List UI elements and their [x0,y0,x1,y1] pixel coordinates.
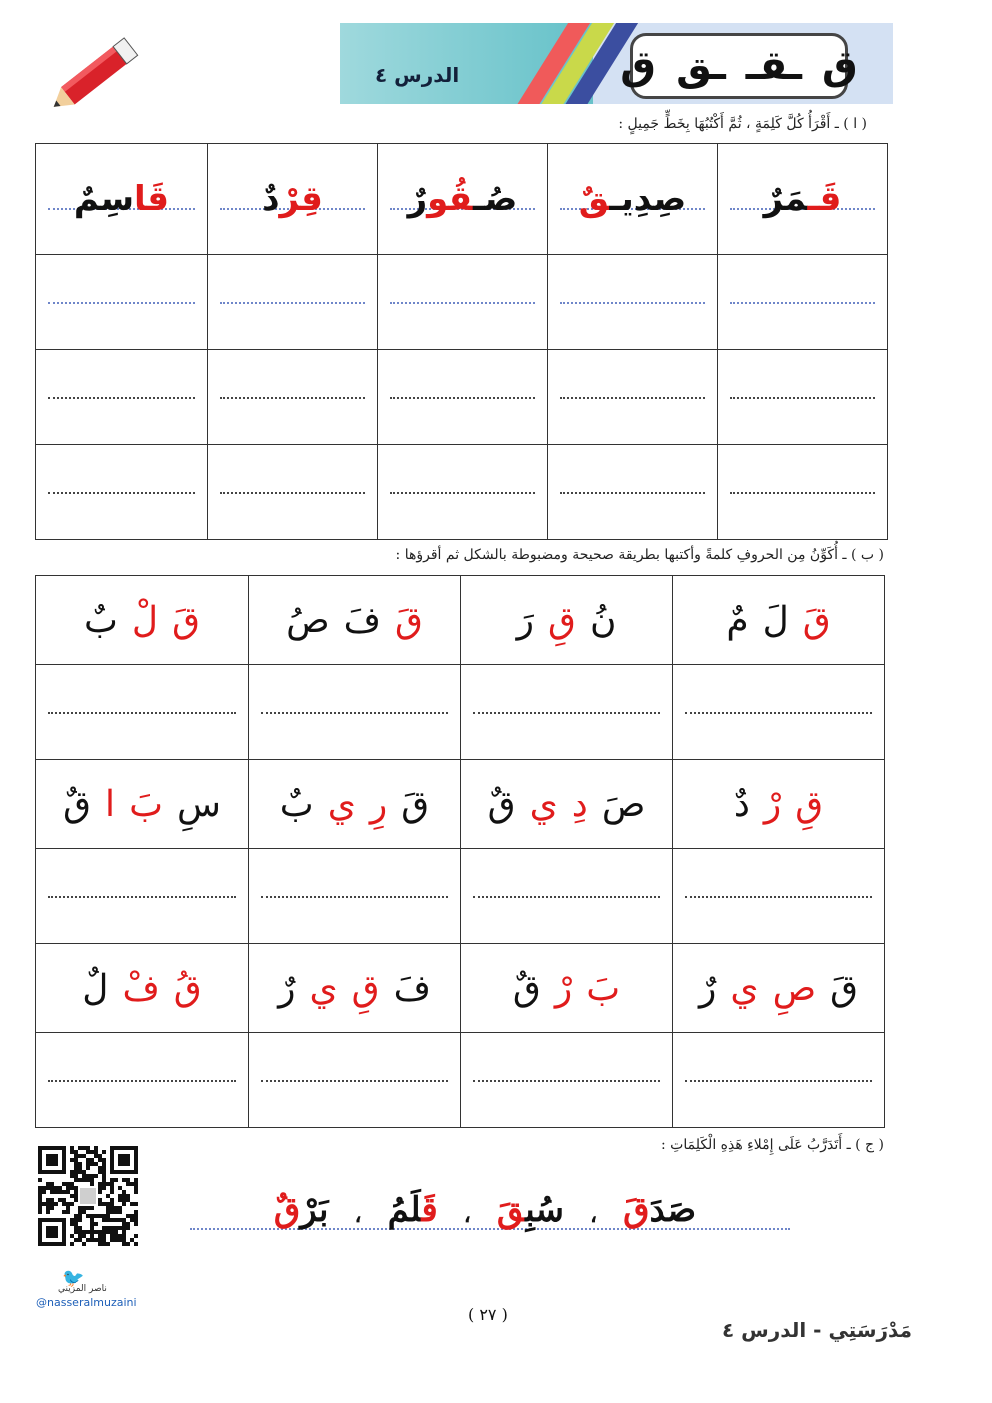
word-part: رٌ [407,179,428,219]
writing-line [390,492,535,494]
writing-line [261,712,448,714]
lesson-title: الدرس ٤ [375,63,460,87]
word-part: صُـ [472,179,518,219]
writing-cell[interactable] [718,255,888,350]
letter-form: ق [821,43,858,89]
letter-form: ـقـ [745,43,802,89]
writing-line [730,492,875,494]
letter: سِ [176,783,221,825]
pencil-icon [50,30,150,115]
letters-cell [461,576,673,665]
word-part: مَرٌ [763,179,808,219]
writing-line [730,397,875,399]
letter: قَ [172,599,200,641]
letter-forms-box [620,33,858,99]
writing-line [560,397,705,399]
letter: قٌ [512,967,541,1009]
letter-form: ـق [676,43,726,89]
writing-cell[interactable] [208,445,378,540]
writing-cell[interactable] [249,665,461,760]
letters-cell [36,576,249,665]
letter: ي [529,783,558,825]
word-part: سِمٌ [73,179,135,219]
letter: قِ [795,783,824,825]
footer-brand: مَدْرَسَتِي - الدرس ٤ [722,1318,912,1342]
writing-line [390,302,535,304]
word-part: سُبِ [525,1190,564,1230]
letters-table [35,575,885,1128]
letter: بٌ [84,599,118,641]
writing-line [560,492,705,494]
twitter-icon: 🐦 [62,1268,85,1289]
writing-line [473,896,660,898]
letters-cell [461,760,673,849]
writing-cell[interactable] [36,350,208,445]
writing-line [220,492,365,494]
letter: دِ [571,783,588,825]
writing-cell[interactable] [36,665,249,760]
highlighted-letter: قٌ [273,1190,301,1230]
letter: ي [730,967,759,1009]
letter: رْ [554,967,573,1009]
letter: صُ [286,599,330,641]
page-number: ( ٢٧ ) [468,1305,508,1324]
word [579,179,687,219]
letter: لَ [762,599,789,641]
writing-line [560,302,705,304]
section-b-instruction: ( ب ) ـ أُكَوِّنُ مِن الحروفِ كلمةً وأكتبها بطريقة صحيحة ومضبوطة بالشكل ثم أقرؤها : [395,547,884,563]
letter: قُ [173,967,202,1009]
writing-cell[interactable] [673,849,885,944]
twitter-handle[interactable]: @nasseralmuzaini [36,1296,137,1309]
word-cell [548,144,718,255]
letters-cell [249,576,461,665]
writing-cell[interactable] [461,1033,673,1128]
letter: رَ [516,599,535,641]
letters-cell [249,944,461,1033]
letter-form: ق [620,43,657,89]
letter: فَ [393,967,431,1009]
letter: قِ [351,967,380,1009]
letter: نُ [589,599,617,641]
word [74,179,169,219]
writing-cell[interactable] [548,445,718,540]
word [408,179,518,219]
letters-cell [673,760,885,849]
letters-cell [36,944,249,1033]
highlighted-letter: قُو [427,179,473,219]
word-part: دٌ [262,179,280,219]
writing-line [685,712,872,714]
letter: قَ [830,967,859,1009]
highlighted-letter: قِرْ [279,179,323,219]
word-cell [208,144,378,255]
writing-line [48,1080,236,1082]
section-a-instruction: ( ا ) ـ أَقْرَأُ كُلَّ كَلِمَةٍ ، ثُمَّ أَكْتُبُهَا بِخَطٍّ جَمِيلٍ : [618,116,867,132]
highlighted-letter: قٌ [578,179,610,219]
writing-cell[interactable] [461,849,673,944]
letter: بٌ [279,783,314,825]
section-c-instruction: ( ج ) ـ أَتَدَرَّبُ عَلَى إِمْلاءِ هَذِهِ الْكَلِمَاتِ : [660,1137,884,1153]
writing-line [685,896,872,898]
writing-line [473,712,660,714]
letter: فْ [122,967,160,1009]
writing-line [48,896,236,898]
writing-cell[interactable] [208,255,378,350]
dictation-words [180,1190,790,1240]
writing-line [48,492,195,494]
writing-cell[interactable] [673,665,885,760]
writing-cell[interactable] [378,350,548,445]
writing-cell[interactable] [673,1033,885,1128]
writing-line [220,397,365,399]
writing-cell[interactable] [36,445,208,540]
writing-cell[interactable] [548,255,718,350]
letters-cell [673,576,885,665]
letters-cell [461,944,673,1033]
letter: رٌ [278,967,296,1009]
separator: ، [354,1202,362,1228]
writing-line [261,896,448,898]
writing-line [48,397,195,399]
letter: صَ [601,783,646,825]
word [262,179,323,219]
letter: قٌ [63,783,92,825]
word-part: بَرْ [300,1190,329,1230]
writing-line [48,712,236,714]
word [274,1190,329,1240]
writing-cell[interactable] [36,1033,249,1128]
writing-line [730,302,875,304]
letter: قٌ [487,783,516,825]
letter: رٌ [698,967,717,1009]
writing-cell[interactable] [378,255,548,350]
word-cell [378,144,548,255]
letter: قَ [802,599,831,641]
highlighted-letter: قَ [496,1190,526,1230]
letter: قَ [401,783,430,825]
word-part: صِدِيـ [609,179,687,219]
word [388,1190,438,1240]
reading-table [35,143,888,540]
letter: دٌ [733,783,750,825]
writing-cell[interactable] [548,350,718,445]
writing-line [48,302,195,304]
letter: ي [327,783,356,825]
highlighted-letter: قَ [421,1190,438,1230]
writing-line [390,397,535,399]
letter: رْ [763,783,782,825]
writing-line [685,1080,872,1082]
word [623,1190,696,1240]
word-cell [718,144,888,255]
letter: مٌ [726,599,749,641]
word-cell [36,144,208,255]
writing-cell[interactable] [36,255,208,350]
highlighted-letter: قَـ [807,179,842,219]
twitter-name: ناصر المزيني [58,1284,107,1294]
letter: قَ [394,599,423,641]
highlighted-letter: قَا [134,179,170,219]
letters-cell [673,944,885,1033]
writing-cell[interactable] [208,350,378,445]
writing-line [220,302,365,304]
word [764,179,842,219]
letter: لْ [131,599,159,641]
word-part: صَدَ [649,1190,697,1230]
writing-cell[interactable] [461,665,673,760]
writing-cell[interactable] [718,445,888,540]
letter: ا [105,783,116,825]
letters-cell [36,760,249,849]
lesson-banner [340,23,893,104]
writing-cell[interactable] [36,849,249,944]
separator: ، [589,1202,598,1228]
word [497,1190,564,1240]
writing-cell[interactable] [718,350,888,445]
separator: ، [463,1202,471,1228]
writing-cell[interactable] [249,849,461,944]
letter: بَ [586,967,621,1009]
letter: بَ [129,783,163,825]
letter: رِ [369,783,388,825]
writing-line [473,1080,660,1082]
writing-cell[interactable] [249,1033,461,1128]
letter: فَ [343,599,381,641]
letter: ي [309,967,338,1009]
letter: لٌ [82,967,109,1009]
letters-cell [249,760,461,849]
highlighted-letter: قَ [623,1190,650,1230]
qr-code[interactable] [38,1146,138,1246]
word-part: لَمُ [387,1190,422,1230]
letter: قِ [548,599,576,641]
letter: صِ [772,967,817,1009]
writing-cell[interactable] [378,445,548,540]
writing-line [261,1080,448,1082]
